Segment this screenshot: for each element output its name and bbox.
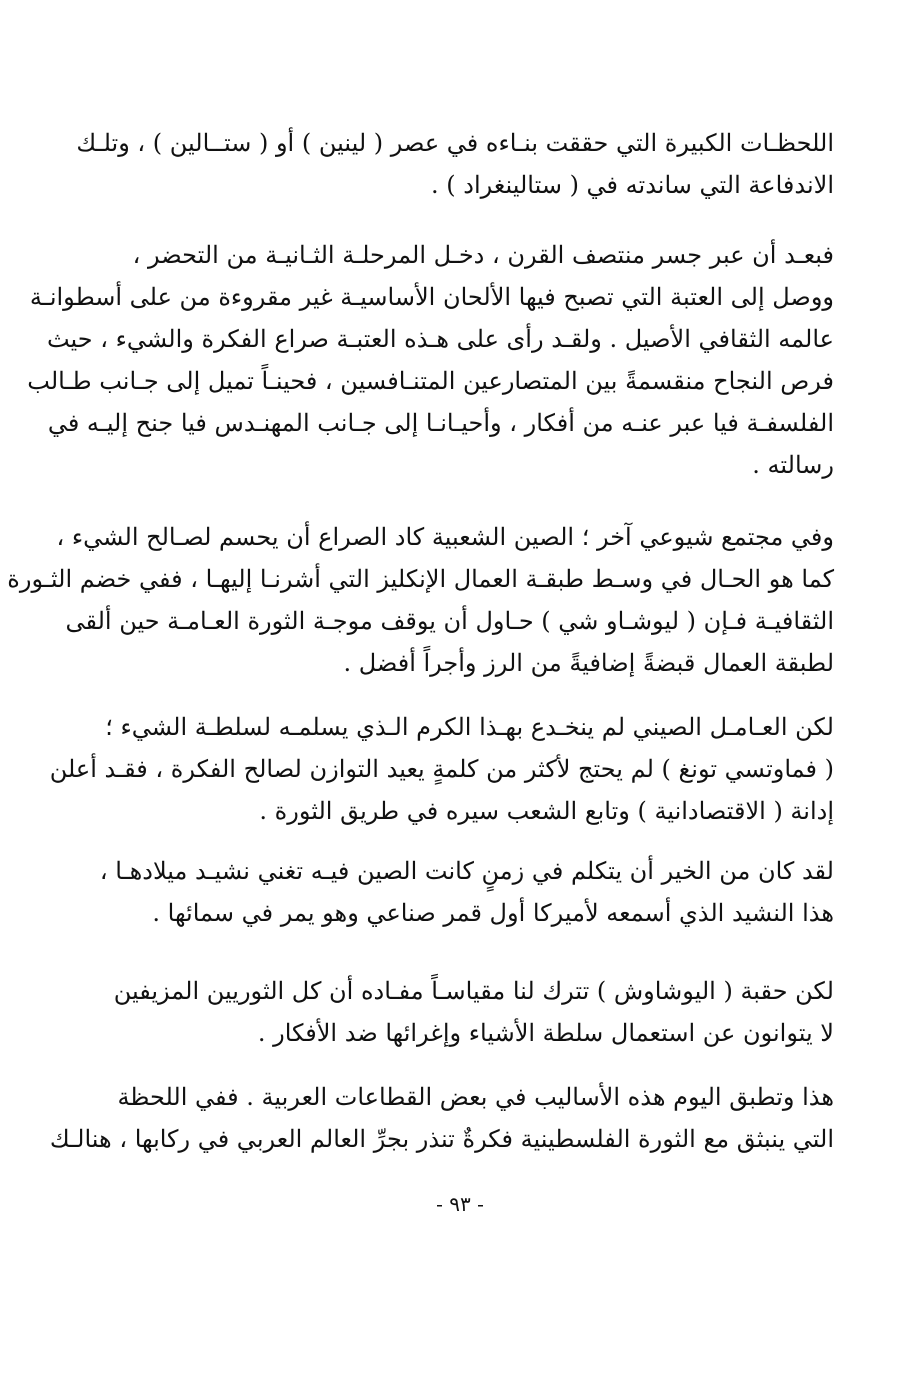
text-line: رسالته . xyxy=(752,451,834,479)
text-line: هذا وتطبق اليوم هذه الأساليب في بعض القطاعات العربية . ففي اللحظة xyxy=(117,1083,834,1111)
text-line: الثقافيـة فـإن ( ليوشـاو شي ) حـاول أن يوقف موجـة الثورة العـامـة حين ألقى xyxy=(65,607,834,635)
text-line: هذا النشيد الذي أسمعه لأميركا أول قمر صناعي وهو يمر في سمائها . xyxy=(152,899,834,927)
text-line: لكن حقبة ( اليوشاوش ) تترك لنا مقياسـاً مفـاده أن كل الثوريين المزيفين xyxy=(113,977,834,1005)
text-line: عالمه الثقافي الأصيل . ولقـد رأى على هـذه العتبـة صراع الفكرة والشيء ، حيث xyxy=(46,325,834,353)
text-line: وفي مجتمع شيوعي آخر ؛ الصين الشعبية كاد الصراع أن يحسم لصـالح الشيء ، xyxy=(56,523,834,551)
text-line: لكن العـامـل الصيني لم ينخـدع بهـذا الكرم الـذي يسلمـه لسلطـة الشيء ؛ xyxy=(105,713,834,741)
text-line: التي ينبثق مع الثورة الفلسطينية فكرةٌ تنذر بجرِّ العالم العربي في ركابها ، هنالـك xyxy=(49,1125,834,1153)
text-line: لقد كان من الخير أن يتكلم في زمنٍ كانت الصين فيـه تغني نشيـد ميلادهـا ، xyxy=(99,857,834,885)
text-line: ووصل إلى العتبة التي تصبح فيها الألحان الأساسيـة غير مقروءة من على أسطوانـة xyxy=(29,283,834,311)
text-line: إدانة ( الاقتصادانية ) وتابع الشعب سيره في طريق الثورة . xyxy=(259,797,834,825)
text-line: لطبقة العمال قبضةً إضافيةً من الرز وأجراً أفضل . xyxy=(343,649,834,677)
paragraph-1 xyxy=(76,128,834,212)
paragraph-2 xyxy=(27,240,834,492)
paragraph-6 xyxy=(113,976,834,1060)
page-number: - ٩٣ - xyxy=(436,1192,484,1216)
text-line: اللحظـات الكبيرة التي حققت بنـاءه في عصر ( لينين ) أو ( ستــالين ) ، وتلـك xyxy=(76,129,834,157)
paragraph-7 xyxy=(49,1082,834,1166)
paragraph-5 xyxy=(99,856,834,940)
text-line: لا يتوانون عن استعمال سلطة الأشياء وإغرائها ضد الأفكار . xyxy=(257,1019,834,1047)
text-line: ( فماوتسي تونغ ) لم يحتج لأكثر من كلمةٍ يعيد التوازن لصالح الفكرة ، فقـد أعلن xyxy=(49,755,834,783)
text-line: فبعـد أن عبر جسر منتصف القرن ، دخـل المرحلـة الثـانيـة من التحضر ، xyxy=(132,241,834,269)
text-line: فرص النجاح منقسمةً بين المتصارعين المتنـافسين ، فحينـاً تميل إلى جـانب طـالب xyxy=(27,367,834,395)
text-line: كما هو الحـال في وسـط طبقـة العمال الإنكليز التي أشرنـا إليهـا ، ففي خضم الثـورة xyxy=(7,565,834,593)
text-line: الاندفاعة التي ساندته في ( ستالينغراد ) . xyxy=(431,171,834,199)
paragraph-3 xyxy=(7,522,834,690)
paragraph-4 xyxy=(49,712,834,838)
text-line: الفلسفـة فيا عبر عنـه من أفكار ، وأحيـانـا إلى جـانب المهنـدس فيا جنح إليـه في xyxy=(47,409,834,437)
